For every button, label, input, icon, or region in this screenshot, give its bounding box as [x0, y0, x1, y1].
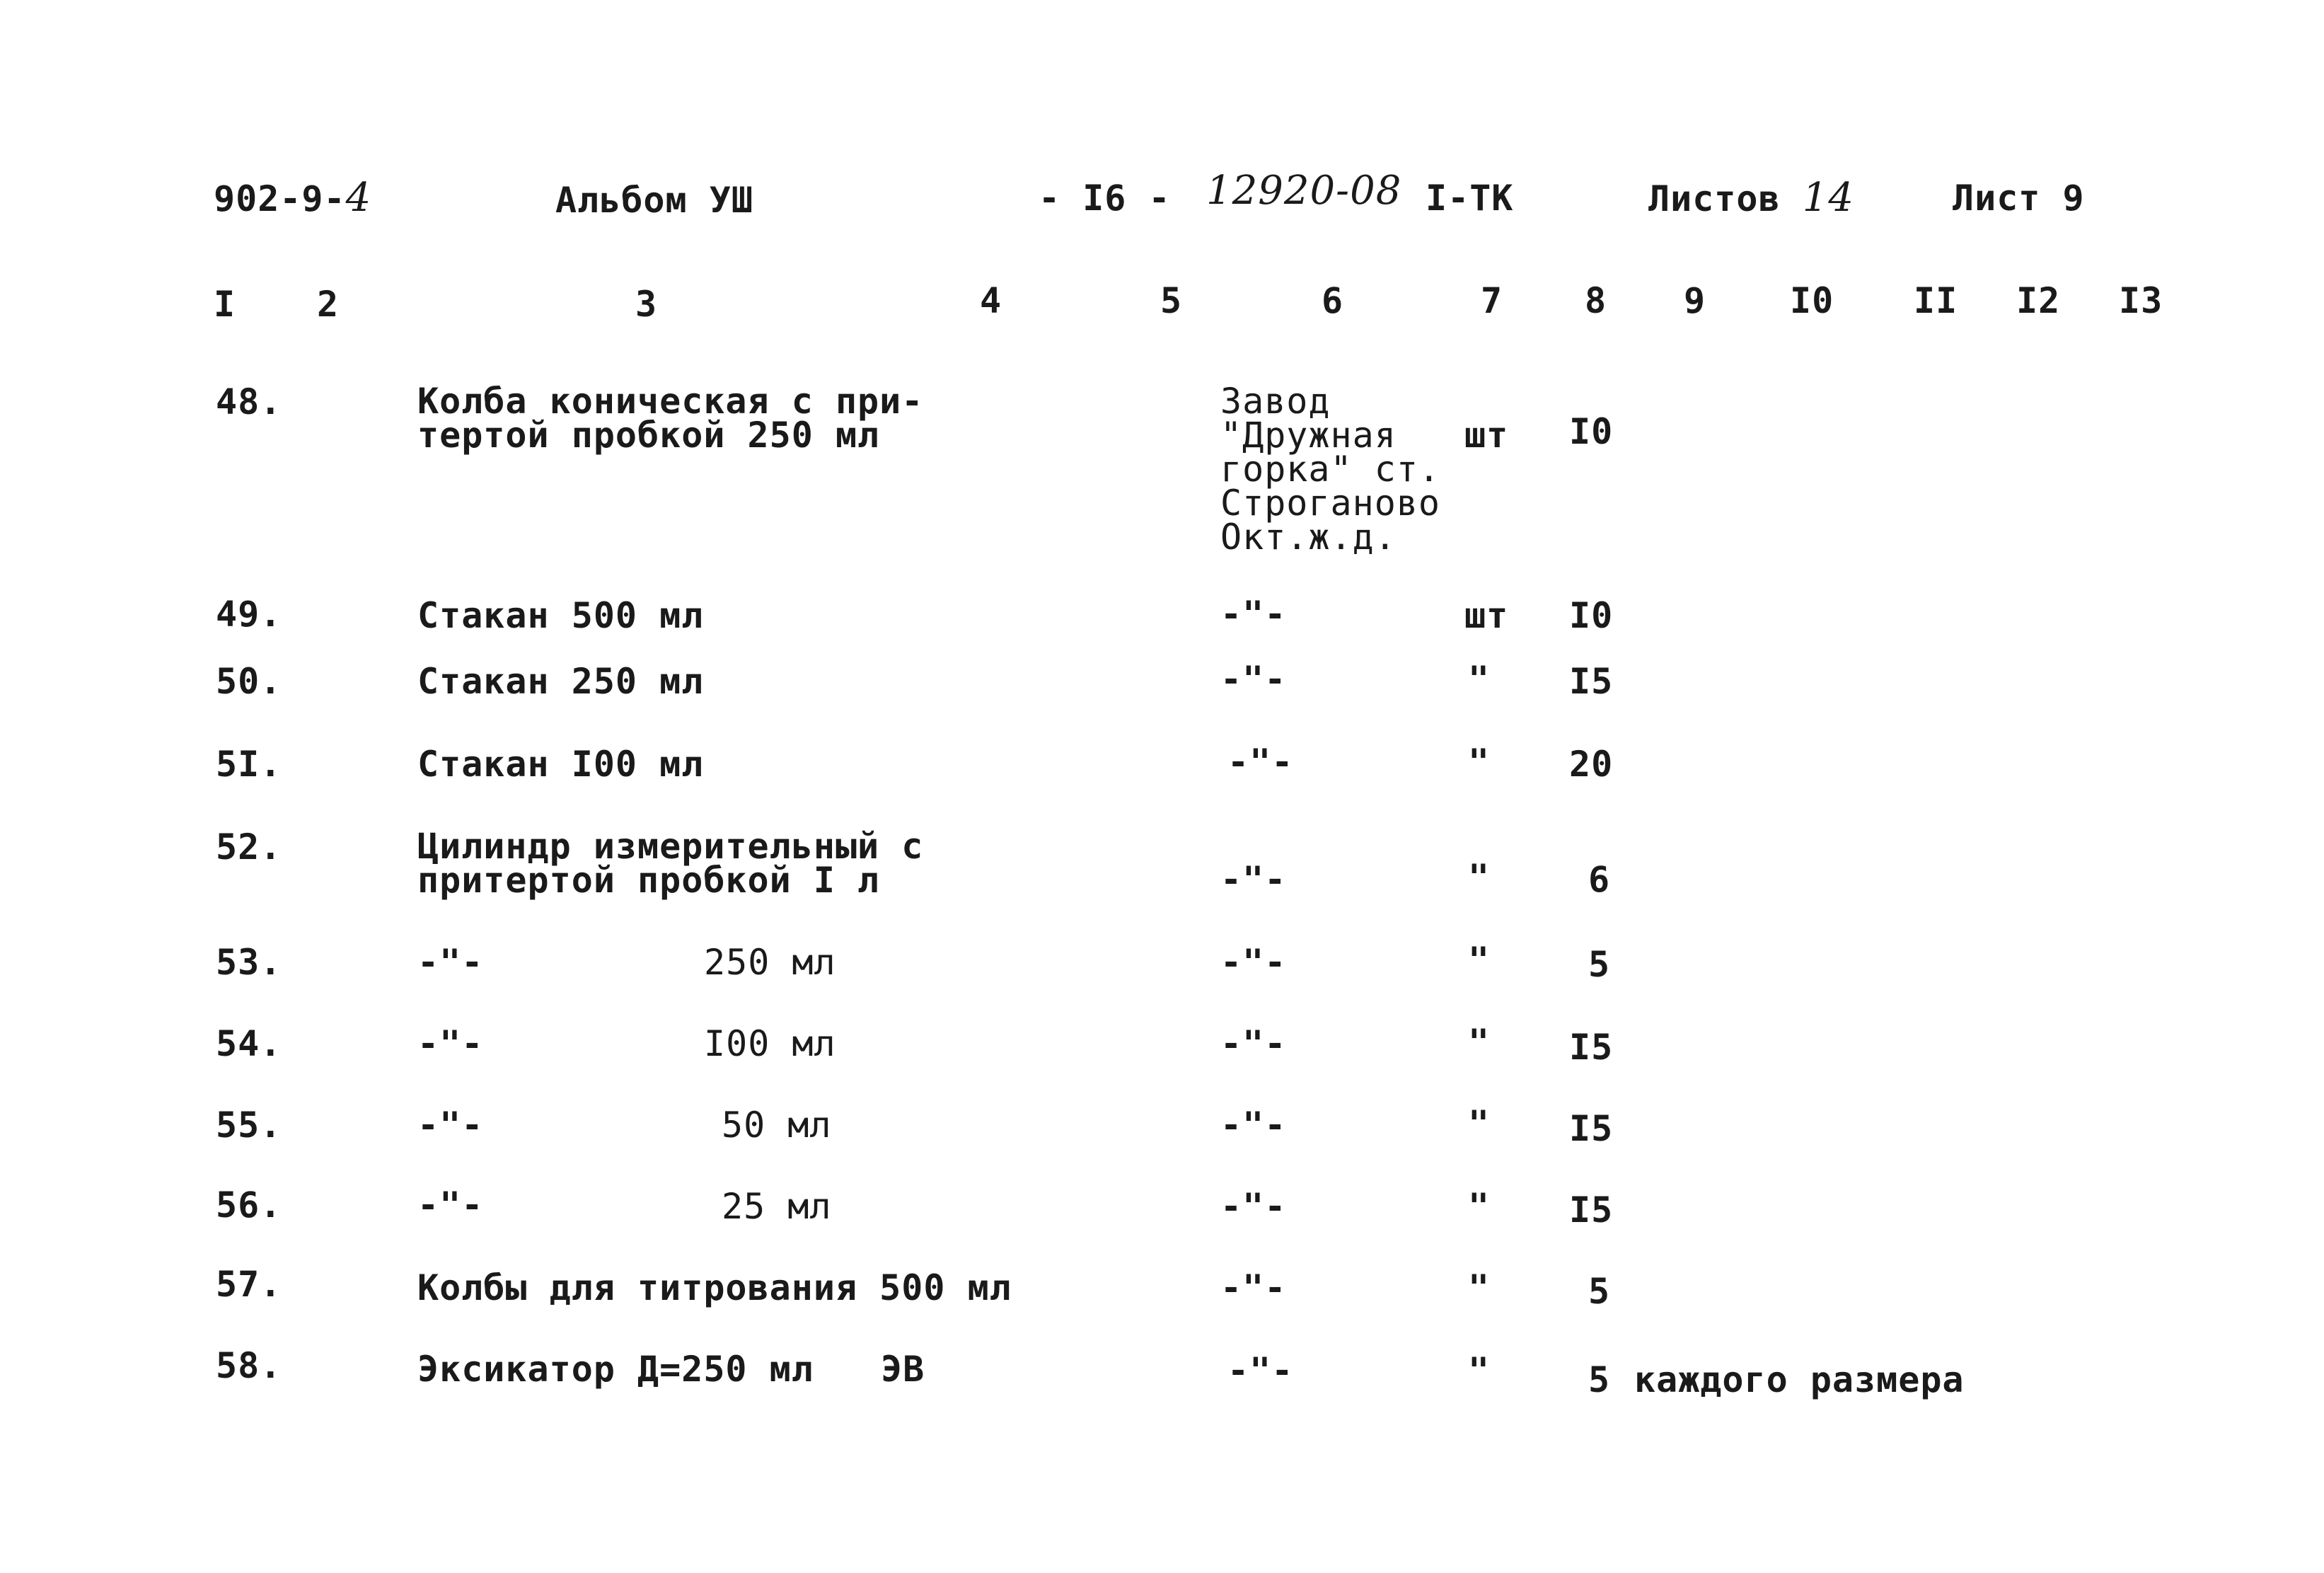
- row-item-name: Колба коническая с при- тертой пробкой 250 мл: [417, 381, 924, 456]
- row-unit: ": [1468, 1186, 1491, 1227]
- row-quantity: 20: [1569, 744, 1614, 785]
- row-quantity: I5: [1569, 1108, 1614, 1149]
- sheets-total: [1648, 175, 1854, 221]
- row-item-name: Стакан 500 мл: [417, 595, 704, 636]
- row-supplier: -"-: [1220, 1023, 1287, 1064]
- row-unit: ": [1468, 1267, 1491, 1308]
- sheet-label: Лист 9: [1953, 178, 2085, 219]
- row-item-name: -"-: [417, 1023, 484, 1064]
- row-number: 58.: [216, 1345, 282, 1386]
- row-quantity: 5: [1588, 1271, 1611, 1312]
- row-number: 53.: [216, 942, 282, 983]
- row-number: 57.: [216, 1264, 282, 1305]
- row-supplier: -"-: [1220, 1267, 1287, 1308]
- row-unit: ": [1468, 742, 1491, 783]
- column-header-11: II: [1914, 280, 1958, 321]
- row-supplier: -"-: [1227, 1350, 1294, 1391]
- row-unit: шт: [1464, 595, 1509, 636]
- row-unit: ": [1468, 1350, 1491, 1391]
- row-supplier: Завод "Дружная горка" ст. Строганово Окт.ж.д.: [1220, 381, 1441, 558]
- row-item-name: Цилиндр измерительный с притертой пробкой I л: [417, 826, 924, 901]
- row-quantity: 5: [1588, 1359, 1611, 1400]
- row-supplier: -"-: [1220, 1105, 1287, 1146]
- column-header-13: I3: [2119, 280, 2163, 321]
- row-unit: ": [1468, 857, 1491, 898]
- row-item-name: -"-: [417, 1105, 484, 1146]
- sheets-label: Листов: [1648, 178, 1781, 219]
- page-number: - I6 -: [1039, 178, 1171, 219]
- row-item-code: ЭВ: [881, 1349, 925, 1390]
- row-quantity: I5: [1569, 661, 1614, 702]
- row-supplier: -"-: [1227, 742, 1294, 783]
- row-note: каждого размера: [1634, 1359, 1965, 1400]
- sheets-count: 14: [1802, 175, 1854, 221]
- row-unit: ": [1468, 1103, 1491, 1144]
- row-item-name: Стакан 250 мл: [417, 661, 704, 702]
- row-item-size: 25 мл: [722, 1186, 832, 1227]
- row-unit: ": [1468, 659, 1491, 700]
- row-number: 56.: [216, 1185, 282, 1226]
- section-code: I-TK: [1426, 178, 1514, 219]
- row-supplier: -"-: [1220, 1186, 1287, 1227]
- row-quantity: I5: [1569, 1027, 1614, 1068]
- row-unit: ": [1468, 940, 1491, 981]
- row-supplier: -"-: [1220, 859, 1287, 900]
- column-header-10: I0: [1790, 280, 1834, 321]
- row-quantity: I5: [1569, 1189, 1614, 1231]
- row-number: 52.: [216, 826, 282, 868]
- row-supplier: -"-: [1220, 594, 1287, 635]
- row-item-size: I00 мл: [704, 1023, 836, 1064]
- project-number: 12920-08: [1206, 168, 1402, 214]
- row-quantity: I0: [1569, 411, 1614, 452]
- row-quantity: 5: [1588, 944, 1611, 985]
- row-number: 49.: [216, 594, 282, 635]
- column-header-2: 2: [317, 284, 340, 325]
- row-number: 50.: [216, 661, 282, 702]
- row-quantity: 6: [1588, 859, 1611, 900]
- row-unit: ": [1468, 1022, 1491, 1063]
- column-header-7: 7: [1481, 280, 1503, 321]
- column-header-1: I: [214, 284, 236, 325]
- row-item-size: 50 мл: [722, 1105, 832, 1146]
- column-header-8: 8: [1585, 280, 1607, 321]
- row-item-name: -"-: [417, 1185, 484, 1226]
- column-header-4: 4: [980, 280, 1002, 321]
- row-quantity: I0: [1569, 595, 1614, 636]
- row-number: 54.: [216, 1023, 282, 1064]
- doc-code-handwritten: 4: [345, 175, 372, 221]
- row-item-name: -"-: [417, 942, 484, 983]
- column-header-12: I2: [2016, 280, 2061, 321]
- column-header-9: 9: [1684, 280, 1706, 321]
- row-item-size: 250 мл: [704, 942, 836, 983]
- column-header-5: 5: [1160, 280, 1183, 321]
- column-header-3: 3: [635, 284, 658, 325]
- row-item-name: Стакан I00 мл: [417, 744, 704, 785]
- row-supplier: -"-: [1220, 659, 1287, 700]
- row-item-name: Колбы для титрования 500 мл: [417, 1267, 1012, 1308]
- row-unit: шт: [1464, 415, 1509, 456]
- doc-code: [214, 175, 372, 221]
- column-header-6: 6: [1322, 280, 1344, 321]
- album-label: Альбом УШ: [555, 180, 753, 221]
- doc-code-prefix: 902-9-: [214, 178, 346, 219]
- row-item-name: Эксикатор Д=250 мл: [417, 1349, 814, 1390]
- row-number: 5I.: [216, 744, 282, 785]
- row-number: 48.: [216, 381, 282, 422]
- row-number: 55.: [216, 1105, 282, 1146]
- row-supplier: -"-: [1220, 942, 1287, 983]
